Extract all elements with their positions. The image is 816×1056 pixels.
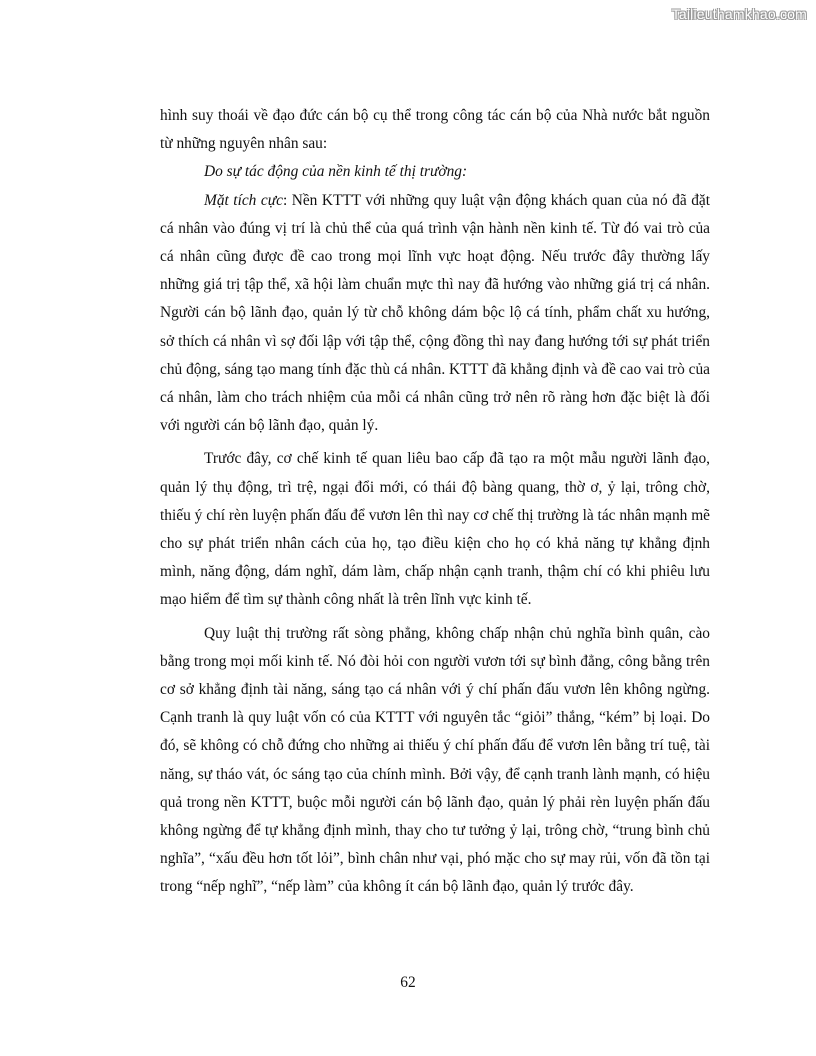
positive-aspect-label: Mặt tích cực [204, 191, 283, 209]
section-heading: Do sự tác động của nền kinh tế thị trường: [204, 163, 468, 181]
paragraph-intro: hình suy thoái về đạo đức cán bộ cụ thể trong công tác cán bộ của Nhà nước bắt nguồn từ những nguyên nhân sau: [160, 107, 710, 153]
watermark: Tailieuthamkhao.com [671, 6, 807, 22]
document-body [160, 102, 710, 902]
page-number: 62 [400, 974, 416, 991]
positive-aspect-text: : Nền KTTT với những quy luật vận động khách quan của nó đã đặt cá nhân vào đúng vị trí là chủ thể của quá trình vận hành nền kinh tế. Từ đó vai trò của cá nhân cũng được đề cao trong mọi lĩnh vực hoạt động. Nếu trước đây thường lấy những giá trị tập thể, xã hội làm chuẩn mực thì nay đã hướng vào những giá trị cá nhân. Người cán bộ lãnh đạo, quản lý từ chỗ không dám bộc lộ cá tính, phẩm chất xu hướng, sở thích cá nhân vì sợ đối lập với tập thể, cộng đồng thì nay đang hướng tới sự phát triển chủ động, sáng tạo mang tính đặc thù cá nhân. KTTT đã khẳng định và đề cao vai trò của cá nhân, làm cho trách nhiệm của mỗi cá nhân cũng trở nên rõ ràng hơn đặc biệt là đối với người cán bộ lãnh đạo, quản lý. [160, 191, 711, 435]
paragraph-positive-aspect [160, 187, 710, 441]
paragraph-market-law: Quy luật thị trường rất sòng phẳng, không chấp nhận chủ nghĩa bình quân, cào bằng trong mọi mối kinh tế. Nó đòi hỏi con người vươn tới sự bình đẳng, công bằng trên cơ sở khẳng định tài năng, sáng tạo cá nhân với ý chí phấn đấu vươn lên không ngừng. Cạnh tranh là quy luật vốn có của KTTT với nguyên tắc “giỏi” thắng, “kém” bị loại. Do đó, sẽ không có chỗ đứng cho những ai thiếu ý chí phấn đấu để vươn lên bằng trí tuệ, tài năng, sự tháo vát, óc sáng tạo của chính mình. Bởi vậy, để cạnh tranh lành mạnh, có hiệu quả trong nền KTTT, buộc mỗi người cán bộ lãnh đạo, quản lý phải rèn luyện phấn đấu không ngừng để tự khẳng định mình, thay cho tư tưởng ỷ lại, trông chờ, “trung bình chủ nghĩa”, “xấu đều hơn tốt lỏi”, bình chân như vại, phó mặc cho sự may rủi, vốn đã tồn tại trong “nếp nghĩ”, “nếp làm” của không ít cán bộ lãnh đạo, quản lý trước đây. [160, 624, 710, 896]
paragraph-previous-mechanism: Trước đây, cơ chế kinh tế quan liêu bao cấp đã tạo ra một mẫu người lãnh đạo, quản lý thụ động, trì trệ, ngại đổi mới, có thái độ bàng quang, thờ ơ, ỷ lại, trông chờ, thiếu ý chí rèn luyện phấn đấu để vươn lên thì nay cơ chế thị trường là tác nhân mạnh mẽ cho sự phát triển nhân cách của họ, tạo điều kiện cho họ có khả năng tự khẳng định mình, năng động, dám nghĩ, dám làm, chấp nhận cạnh tranh, thậm chí có khi phiêu lưu mạo hiểm để tìm sự thành công nhất là trên lĩnh vực kinh tế. [160, 450, 710, 609]
